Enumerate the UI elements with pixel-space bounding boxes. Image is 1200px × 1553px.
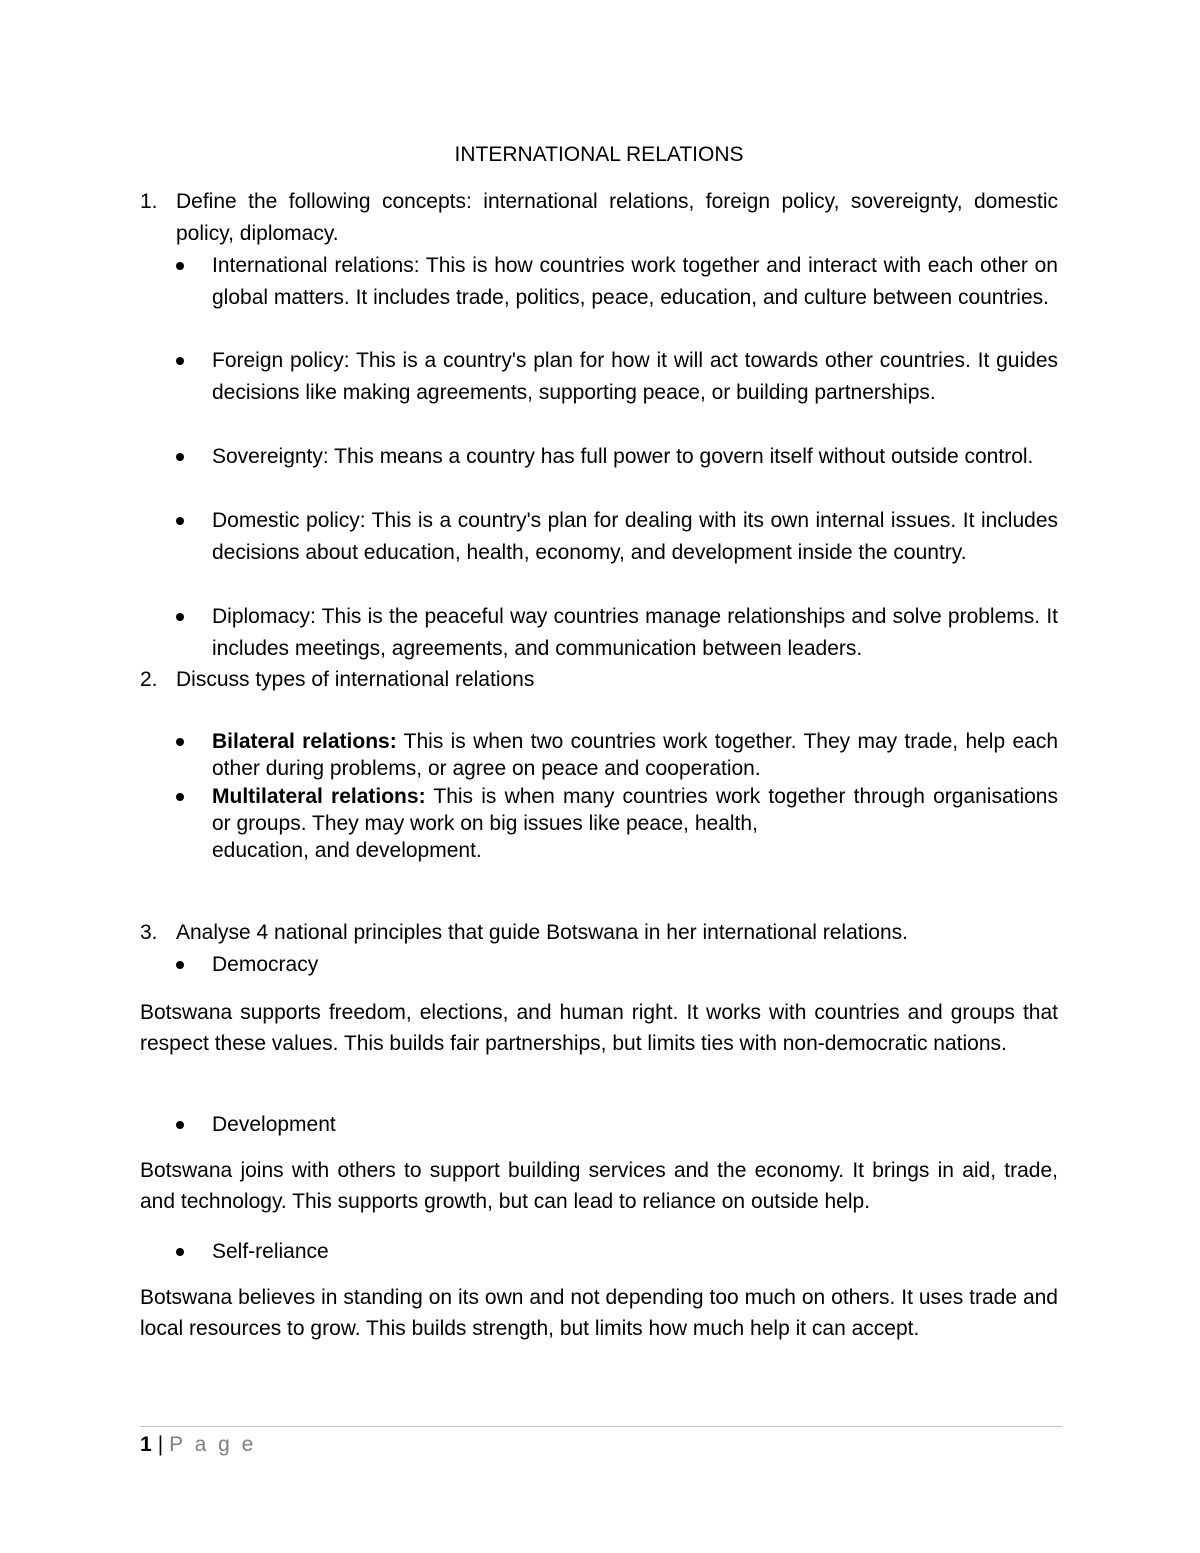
bullet-icon [176,1121,184,1129]
list-item [176,783,1058,864]
bullet-icon [176,262,184,270]
bullet-icon [176,357,184,365]
list-item [176,1109,1058,1141]
bullet-icon [176,613,184,621]
principle-name: Self-reliance [212,1240,329,1263]
justified-last-line [212,837,1058,864]
list-item [176,250,1058,314]
question-3 [140,917,1058,949]
footer-divider [140,1426,1062,1427]
question-text: Analyse 4 national principles that guide Botswana in her international relations. [176,921,908,944]
document-title: INTERNATIONAL RELATIONS [454,143,744,166]
question-number: 3. [140,921,158,944]
list-item [176,949,1058,981]
principle-name: Democracy [212,953,319,976]
principle-paragraph: Botswana believes in standing on its own and not depending too much on others. It uses trade and local resources to grow. This builds strength, but limits how much help it can accept. [140,1286,1058,1340]
term-description: This is when many countries work together through organisations or groups. They may work on big issues like peace, health, [212,785,1058,835]
list-item-text [212,728,1058,782]
list-item-text: International relations: This is how countries work together and interact with each other on global matters. It includes trade, politics, peace, education, and culture between countries. [212,254,1058,309]
list-item [176,728,1058,782]
bullet-icon [176,453,184,461]
bullet-icon [176,793,184,801]
list-item-text: Foreign policy: This is a country's plan for how it will act towards other countries. It guides decisions like making agreements, supporting peace, or building partnerships. [212,349,1058,404]
list-item-text: Diplomacy: This is the peaceful way countries manage relationships and solve problems. It includes meetings, agreements, and communication between leaders. [212,605,1058,660]
bullet-icon [176,961,184,969]
bullet-icon [176,517,184,525]
list-item [176,505,1058,569]
list-item [176,601,1058,665]
page-number: 1 [140,1433,152,1456]
list-item [176,1236,1058,1268]
list-item [176,345,1058,409]
question-1 [140,186,1058,250]
list-item [176,441,1058,473]
principle-paragraph: Botswana supports freedom, elections, and human right. It works with countries and groups that respect these values. This builds fair partnerships, but limits ties with non-democratic nations. [140,1001,1058,1055]
footer-separator: | [157,1433,164,1456]
list-item-text: Domestic policy: This is a country's plan for dealing with its own internal issues. It includes decisions about education, health, economy, and development inside the country. [212,509,1058,564]
word: development. [355,839,482,862]
principle-name: Development [212,1113,336,1136]
term-label: Bilateral relations: [212,730,397,753]
term-label: Multilateral relations: [212,785,426,808]
list-item-text: Sovereignty: This means a country has full power to govern itself without outside control. [212,445,1034,468]
question-number: 2. [140,668,158,691]
list-item-text [212,783,1058,837]
bullet-icon [176,1248,184,1256]
question-text: Define the following concepts: international relations, foreign policy, sovereignty, domestic policy, diplomacy. [176,190,1058,245]
page-label: P a g e [169,1433,257,1456]
term-description: This is when two countries work together. They may trade, help each other during problems, or agree on peace and cooperation. [212,730,1059,780]
page-footer [140,1431,256,1459]
question-number: 1. [140,190,158,213]
principle-paragraph: Botswana joins with others to support building services and the economy. It brings in aid, trade, and technology. This supports growth, but can lead to reliance on outside help. [140,1159,1058,1213]
question-text: Discuss types of international relations [176,668,535,691]
word: education, [212,839,309,862]
question-2 [140,664,1058,696]
bullet-icon [176,738,184,746]
word: and [314,839,350,862]
